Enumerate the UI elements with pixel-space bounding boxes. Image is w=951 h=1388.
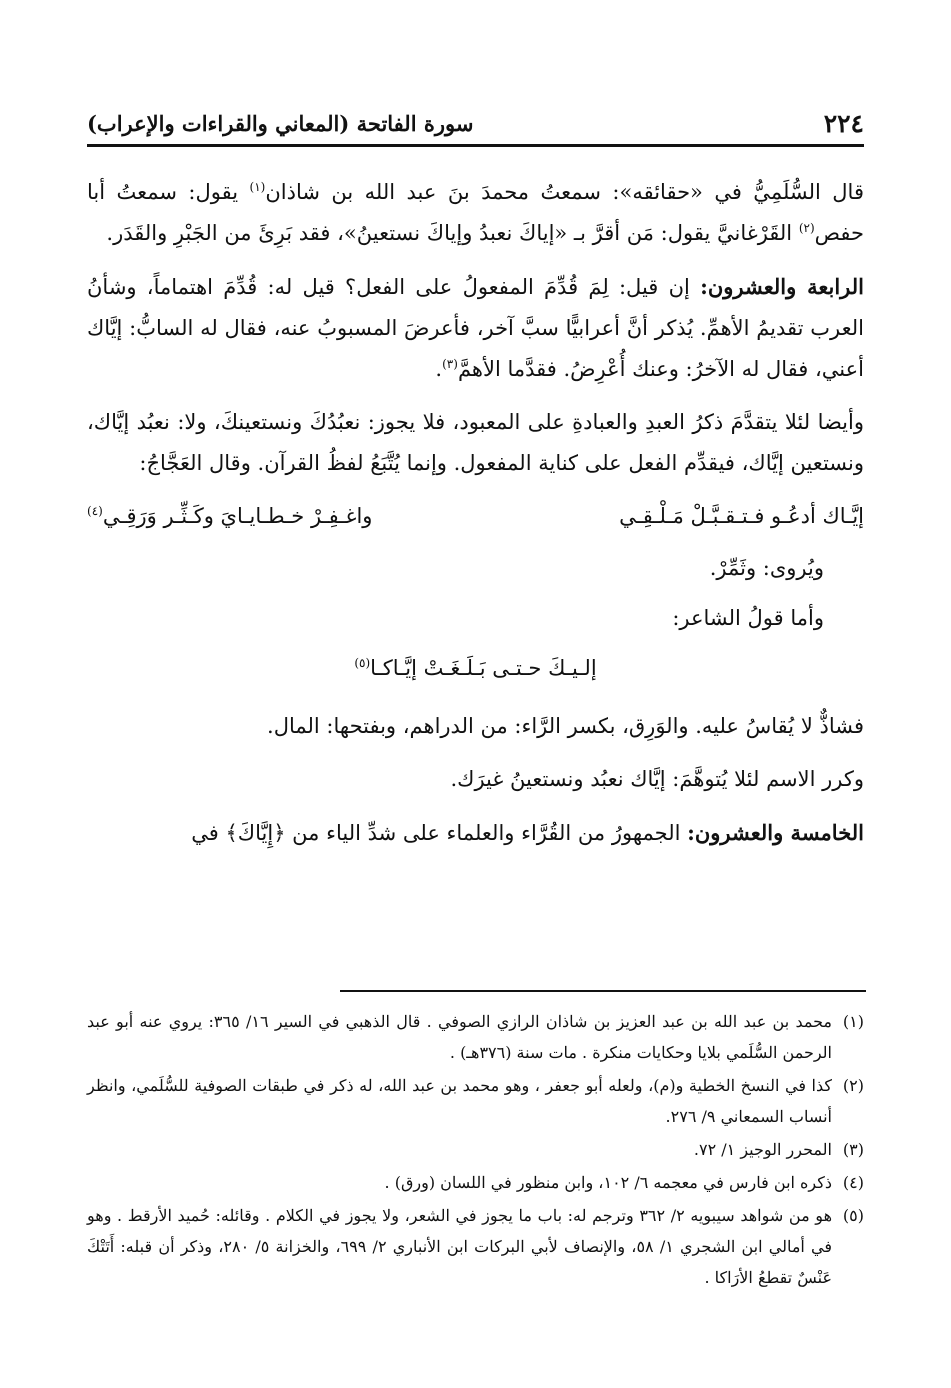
footnote-ref-1[interactable]: (١) xyxy=(249,180,266,194)
verse-poet: إلـيـكَ حـتـى بَـلَـغَـتْ إيَّـاكـا$^{(٥)}$ xyxy=(354,656,597,680)
variant-reading: ويُروى: وثَمِّرْ. xyxy=(709,556,824,580)
footnote-ref-3[interactable]: (٣) xyxy=(442,357,458,371)
footnote-number: (١) xyxy=(842,1012,864,1031)
paragraph-3: وأيضا لئلا يتقدَّمَ ذكرُ العبدِ والعبادةِ على المعبود، فلا يجوز: نعبُدُكَ ونستعينكَ، ولا: نعبُد إيَّاك، ونستعين إيَّاك، فيقدِّم الفعل على كناية المفعول. وإنما يُتَّبَعُ لفظُ القرآن. وقال العَجَّاجُ: xyxy=(87,410,864,475)
running-title: سورة الفاتحة (المعاني والقراءات والإعراب) xyxy=(87,111,474,136)
footnote-number: (٤) xyxy=(842,1173,864,1192)
footnotes xyxy=(87,1006,864,1295)
footnote-text: محمد بن عبد الله بن عبد العزيز بن شاذان الرازي الصوفي . قال الذهبي في السير ١٦/ ٣٦٥: يروي عنه أبو عبد الرحمن السُّلَمي بلايا وحكايات منكرة . مات سنة (٣٧٦هـ) . xyxy=(87,1012,833,1062)
paragraph-2: الرابعة والعشرون: إن قيل: لِمَ قُدِّمَ المفعولُ على الفعل؟ قيل له: قُدِّمَ اهتماماً، وشأنُ العرب تقديمُ الأهمِّ. يُذكر أنَّ أعرابيًّا سبَّ آخر، فأعرضَ المسبوبُ عنه، فقال له السابُّ: إيَّاك أعني، فقال له الآخرُ: وعنك أُعْرِضُ. فقدَّما الأهمَّ$^{(٣)}$. xyxy=(87,274,864,381)
paragraph-8: فشاذٌّ لا يُقاسُ عليه. والوَرِق، بكسر الرَّاء: من الدراهم، وبفتحها: المال. xyxy=(267,714,864,738)
footnote-divider xyxy=(340,990,866,992)
paragraph-10: الخامسة والعشرون: الجمهورُ من القُرَّاء والعلماء على شدِّ الياء من ﴿إِيَّاكَ﴾ في xyxy=(191,820,864,845)
footnote-text: كذا في النسخ الخطية و(م)، ولعله أبو جعفر ، وهو محمد بن عبد الله، له ذكر في طبقات الصوفية للسُّلَمي، وانظر أنساب السمعاني ٩/ ٢٧٦. xyxy=(87,1076,833,1126)
main-text xyxy=(87,172,864,866)
footnote-number: (٣) xyxy=(842,1140,864,1159)
footnote-text: هو من شواهد سيبويه ٢/ ٣٦٢ وترجم له: باب ما يجوز في الشعر، ولا يجوز في الكلام . وقائله: حُميد الأرقط . وهو في أمالي ابن الشجري ١/ ٥٨، والإنصاف لأبي البركات ابن الأنباري ٢/ ٦٩٩، والخزانة ٥/ ٢٨٠، وذكر أن قبله: أَتَتْكَ عَنْسٌ تقطعُ الأرَاكا . xyxy=(87,1206,833,1287)
footnote-5 xyxy=(87,1200,864,1293)
footnote-number: (٢) xyxy=(842,1076,864,1095)
page-number: ٢٢٤ xyxy=(823,109,864,138)
poet-intro: وأما قولُ الشاعر: xyxy=(672,606,824,630)
footnote-text: ذكره ابن فارس في معجمه ٦/ ١٠٢، وابن منظور في اللسان (ورق) . xyxy=(384,1173,832,1192)
verse-first-half: إيَّـاك أدعُـو فـتـقـبَّـلْ مَـلْـقِـي xyxy=(619,504,864,528)
footnote-1 xyxy=(87,1006,864,1068)
page-header xyxy=(87,100,864,147)
verse-second-half: واغـفِـرْ خـطـايـايَ وكَـثِّـر وَرَقِـي$^{(٤)}$ xyxy=(87,504,373,528)
footnote-text: المحرر الوجيز ١/ ٧٢. xyxy=(693,1140,832,1159)
verse-ajjaj xyxy=(87,496,864,548)
section-heading-24: الرابعة والعشرون: xyxy=(700,274,864,299)
footnote-3 xyxy=(87,1134,864,1165)
footnote-2 xyxy=(87,1070,864,1132)
footnote-number: (٥) xyxy=(842,1206,864,1225)
footnote-ref-4[interactable]: (٤) xyxy=(87,504,103,518)
footnote-ref-5[interactable]: (٥) xyxy=(354,656,371,670)
footnote-4 xyxy=(87,1167,864,1198)
section-heading-25: الخامسة والعشرون: xyxy=(687,820,864,845)
footnote-ref-2[interactable]: (٢) xyxy=(798,221,815,235)
paragraph-9: وكرر الاسم لئلا يُتوهَّمَ: إيَّاك نعبُد ونستعينُ غيرَك. xyxy=(450,767,864,791)
paragraph-1: قال السُّلَمِيُّ في «حقائقه»: سمعتُ محمدَ بنَ عبد الله بن شاذان$^{(١)}$ يقول: سمعتُ أبا حفص$^{(٢)}$ القَرْغانيَّ يقول: مَن أقرَّ بـ «إياكَ نعبدُ وإياكَ نستعينُ»، فقد بَرِئَ من الجَبْرِ والقَدَر. xyxy=(87,180,864,245)
